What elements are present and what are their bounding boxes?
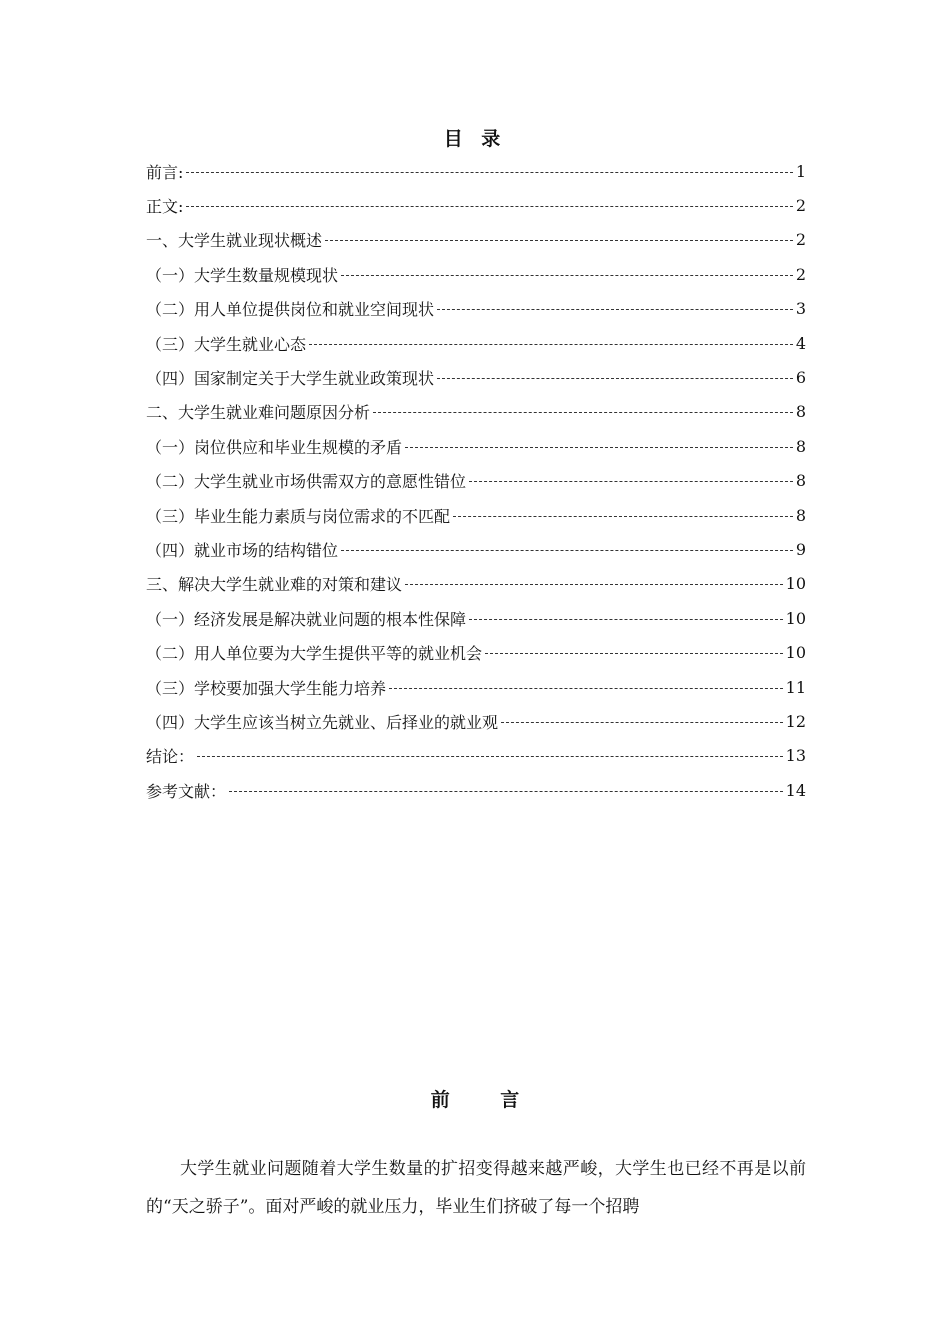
toc-entry-label: 结论： [146, 747, 195, 767]
toc-entry[interactable] [146, 532, 806, 566]
toc-entry-label: （二）大学生就业市场供需双方的意愿性错位 [146, 472, 467, 492]
toc-leader-line [325, 240, 793, 241]
toc-title: 目 录 [443, 128, 507, 150]
toc-entry-label: （三）大学生就业心态 [146, 334, 307, 354]
toc-entry-page-number: 4 [795, 333, 806, 353]
toc-entry-page-number: 3 [795, 299, 806, 319]
toc-entry[interactable] [146, 223, 806, 257]
toc-leader-line [341, 550, 793, 551]
toc-entry[interactable] [146, 498, 806, 532]
toc-entry-page-number: 8 [795, 436, 806, 456]
toc-leader-line [469, 481, 793, 482]
toc-entry-page-number: 6 [795, 368, 806, 388]
toc-entry[interactable] [146, 154, 806, 188]
toc-leader-line [501, 722, 783, 723]
toc-entry-label: （四）就业市场的结构错位 [146, 540, 339, 560]
toc-leader-line [197, 756, 783, 757]
toc-entry-page-number: 1 [795, 161, 806, 181]
toc-entry-label: （二）用人单位要为大学生提供平等的就业机会 [146, 644, 483, 664]
toc-entry-page-number: 14 [785, 780, 806, 800]
toc-entry-page-number: 2 [795, 196, 806, 216]
toc-entry[interactable] [146, 704, 806, 738]
toc-entry-page-number: 8 [795, 505, 806, 525]
toc-leader-line [485, 653, 783, 654]
toc-entry-label: （四）国家制定关于大学生就业政策现状 [146, 369, 435, 389]
toc-leader-line [389, 688, 783, 689]
toc-entry-page-number: 13 [785, 746, 806, 766]
toc-entry-label: 正文: [146, 197, 184, 217]
toc-entry-page-number: 2 [795, 230, 806, 250]
toc-entry-label: （一）经济发展是解决就业问题的根本性保障 [146, 609, 467, 629]
toc-entry-label: （二）用人单位提供岗位和就业空间现状 [146, 300, 435, 320]
toc-entry[interactable] [146, 635, 806, 669]
toc-entry-label: （一）大学生数量规模现状 [146, 265, 339, 285]
toc-entry[interactable] [146, 567, 806, 601]
toc-entry-label: 前言: [146, 162, 184, 182]
toc-leader-line [186, 172, 792, 173]
toc-leader-line [186, 206, 792, 207]
toc-entry-label: （一）岗位供应和毕业生规模的矛盾 [146, 437, 403, 457]
toc-entry-page-number: 10 [785, 574, 806, 594]
toc-entry-label: （三）毕业生能力素质与岗位需求的不匹配 [146, 506, 451, 526]
toc-entry[interactable] [146, 429, 806, 463]
toc-leader-line [405, 584, 783, 585]
toc-leader-line [437, 378, 793, 379]
toc-entry[interactable] [146, 292, 806, 326]
toc-leader-line [373, 412, 793, 413]
toc-entry-page-number: 8 [795, 471, 806, 491]
toc-entry[interactable] [146, 326, 806, 360]
toc-entry[interactable] [146, 395, 806, 429]
toc-entry-page-number: 9 [795, 539, 806, 559]
preface-title: 前 言 [430, 1089, 542, 1111]
toc-leader-line [229, 791, 783, 792]
toc-entry-label: 二、大学生就业难问题原因分析 [146, 403, 371, 423]
toc-entry[interactable] [146, 257, 806, 291]
toc-leader-line [453, 516, 793, 517]
toc-entry-label: （三）学校要加强大学生能力培养 [146, 678, 387, 698]
toc-entry-label: 一、大学生就业现状概述 [146, 231, 323, 251]
toc-entry[interactable] [146, 464, 806, 498]
toc-leader-line [309, 344, 793, 345]
toc-entry-page-number: 2 [795, 264, 806, 284]
toc-entry-page-number: 10 [785, 608, 806, 628]
toc-leader-line [437, 309, 793, 310]
toc-entry[interactable] [146, 773, 806, 807]
toc-entry[interactable] [146, 601, 806, 635]
toc-entry[interactable] [146, 188, 806, 222]
toc-leader-line [405, 447, 793, 448]
toc-leader-line [341, 275, 793, 276]
toc-entry-page-number: 11 [785, 677, 806, 697]
toc-entry-page-number: 8 [795, 402, 806, 422]
toc-entry[interactable] [146, 360, 806, 394]
toc-leader-line [469, 619, 783, 620]
preface-paragraph: 大学生就业问题随着大学生数量的扩招变得越来越严峻，大学生也已经不再是以前的“天之骄子”。面对严峻的就业压力，毕业生们挤破了每一个招聘 [146, 1159, 806, 1217]
toc-entry-label: （四）大学生应该当树立先就业、后择业的就业观 [146, 712, 499, 732]
toc-entry-page-number: 10 [785, 643, 806, 663]
toc-entry-label: 三、解决大学生就业难的对策和建议 [146, 575, 403, 595]
toc-entry[interactable] [146, 670, 806, 704]
toc-entry-label: 参考文献： [146, 781, 227, 801]
toc-entry-page-number: 12 [785, 711, 806, 731]
toc-entry[interactable] [146, 739, 806, 773]
table-of-contents [146, 154, 806, 807]
